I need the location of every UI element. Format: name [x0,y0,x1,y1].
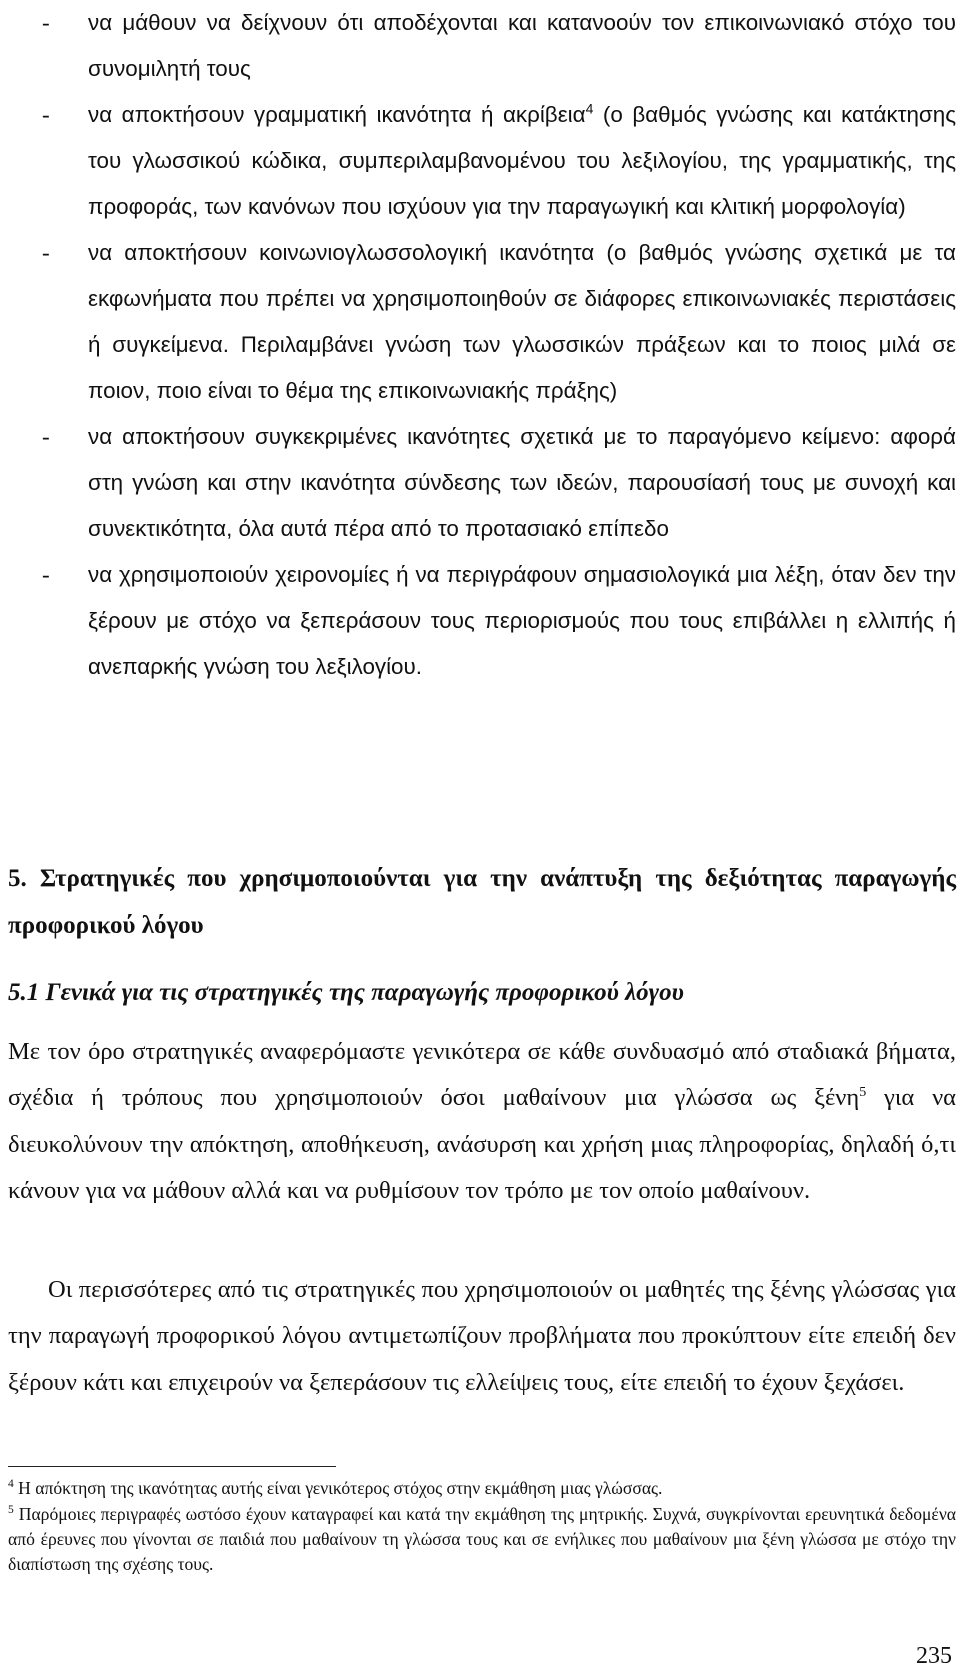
list-item-text: να μάθουν να δείχνουν ότι αποδέχονται και κατανοούν τον επικοινωνιακό στόχο του συνομιλητή τους [88,10,956,81]
footnote-text: Παρόμοιες περιγραφές ωστόσο έχουν καταγραφεί και κατά την εκμάθηση της μητρικής. Συχνά, συγκρίνονται ερευνητικά δεδομένα από έρευνες που γίνονται σε παιδιά που μαθαίνουν τη γλώσσα τους και σε ενήλικες που μαθαίνουν μια ξένη γλώσσα με στόχο την διαπίστωση της σχέσης τους. [8,1504,956,1574]
footnotes [8,1476,956,1578]
list-item-text: να χρησιμοποιούν χειρονομίες ή να περιγράφουν σημασιολογικά μια λέξη, όταν δεν την ξέρουν με στόχο να ξεπεράσουν τους περιορισμούς που τους επιβάλλει η ελλιπής ή ανεπαρκής γνώση του λεξιλογίου. [88,562,956,679]
footnote-text: Η απόκτηση της ικανότητας αυτής είναι γενικότερος στόχος στην εκμάθηση μιας γλώσσας. [13,1478,663,1498]
bullet-dash: - [42,424,50,449]
footnote-ref: 4 [585,100,594,117]
footnote-number: 5 [8,1504,14,1517]
bullet-dash: - [42,240,50,265]
footnote [8,1502,956,1577]
list-item [8,0,956,92]
subsection-heading: 5.1 Γενικά για τις στρατηγικές της παραγωγής προφορικού λόγου [8,979,684,1006]
paragraph-text-part: Με τον όρο στρατηγικές αναφερόμαστε γενικότερα σε κάθε συνδυασμό από σταδιακά βήματα, σχέδια ή τρόπους που χρησιμοποιούν όσοι μαθαίνουν μια γλώσσα ως ξένη [8,1038,956,1112]
list-item [8,230,956,414]
bullet-dash: - [42,562,50,587]
page-number: 235 [916,1643,952,1669]
paragraph-text-part: για να διευκολύνουν την απόκτηση, αποθήκευση, ανάσυρση και χρήση μιας πληροφορίας, δηλαδή ό,τι κάνουν για να μάθουν αλλά και να ρυθμίσουν τον τρόπο με τον οποίο μαθαίνουν. [8,1084,956,1205]
list-item [8,414,956,552]
bullet-dash: - [42,102,50,127]
body-paragraph: Οι περισσότερες από τις στρατηγικές που χρησιμοποιούν οι μαθητές της ξένης γλώσσας για την παραγωγή προφορικού λόγου αντιμετωπίζουν προβλήματα που προκύπτουν είτε επειδή δεν ξέρουν κάτι και επιχειρούν να ξεπεράσουν τις ελλείψεις τους, είτε επειδή το έχουν ξεχάσει. [8,1276,956,1396]
bullet-dash: - [42,10,50,35]
body-paragraph [8,1029,956,1215]
footnote-ref: 5 [859,1085,867,1101]
bullet-list [8,0,956,690]
list-item-text: να αποκτήσουν συγκεκριμένες ικανότητες σχετικά με το παραγόμενο κείμενο: αφορά στη γνώση και στην ικανότητα σύνδεσης των ιδεών, παρουσίασή τους με συνοχή και συνεκτικότητα, όλα αυτά πέρα από το προτασιακό επίπεδο [88,424,956,541]
list-item [8,92,956,230]
list-item-text-part: να αποκτήσουν γραμματική ικανότητα ή ακρίβεια [88,102,586,127]
list-item-text-part: (ο βαθμός γνώσης και κατάκτησης του γλωσσικού κώδικα, συμπεριλαμβανομένου του λεξιλογίου, της γραμματικής, της προφοράς, των κανόνων που ισχύουν για την παραγωγική και κλιτική μορφολογία) [88,102,956,219]
list-item [8,552,956,690]
section-heading: 5. Στρατηγικές που χρησιμοποιούνται για την ανάπτυξη της δεξιότητας παραγωγής προφορικού λόγου [8,865,956,939]
footnote-divider [8,1466,336,1467]
list-item-text: να αποκτήσουν κοινωνιογλωσσολογική ικανότητα (ο βαθμός γνώσης σχετικά με τα εκφωνήματα που πρέπει να χρησιμοποιηθούν σε διάφορες επικοινωνιακές περιστάσεις ή συγκείμενα. Περιλαμβάνει γνώση των γλωσσικών πράξεων και το ποιος μιλά σε ποιον, ποιο είναι το θέμα της επικοινωνιακής πράξης) [88,240,956,403]
list-item-text [88,92,956,230]
footnote [8,1476,956,1501]
footnote-number: 4 [8,1478,14,1491]
